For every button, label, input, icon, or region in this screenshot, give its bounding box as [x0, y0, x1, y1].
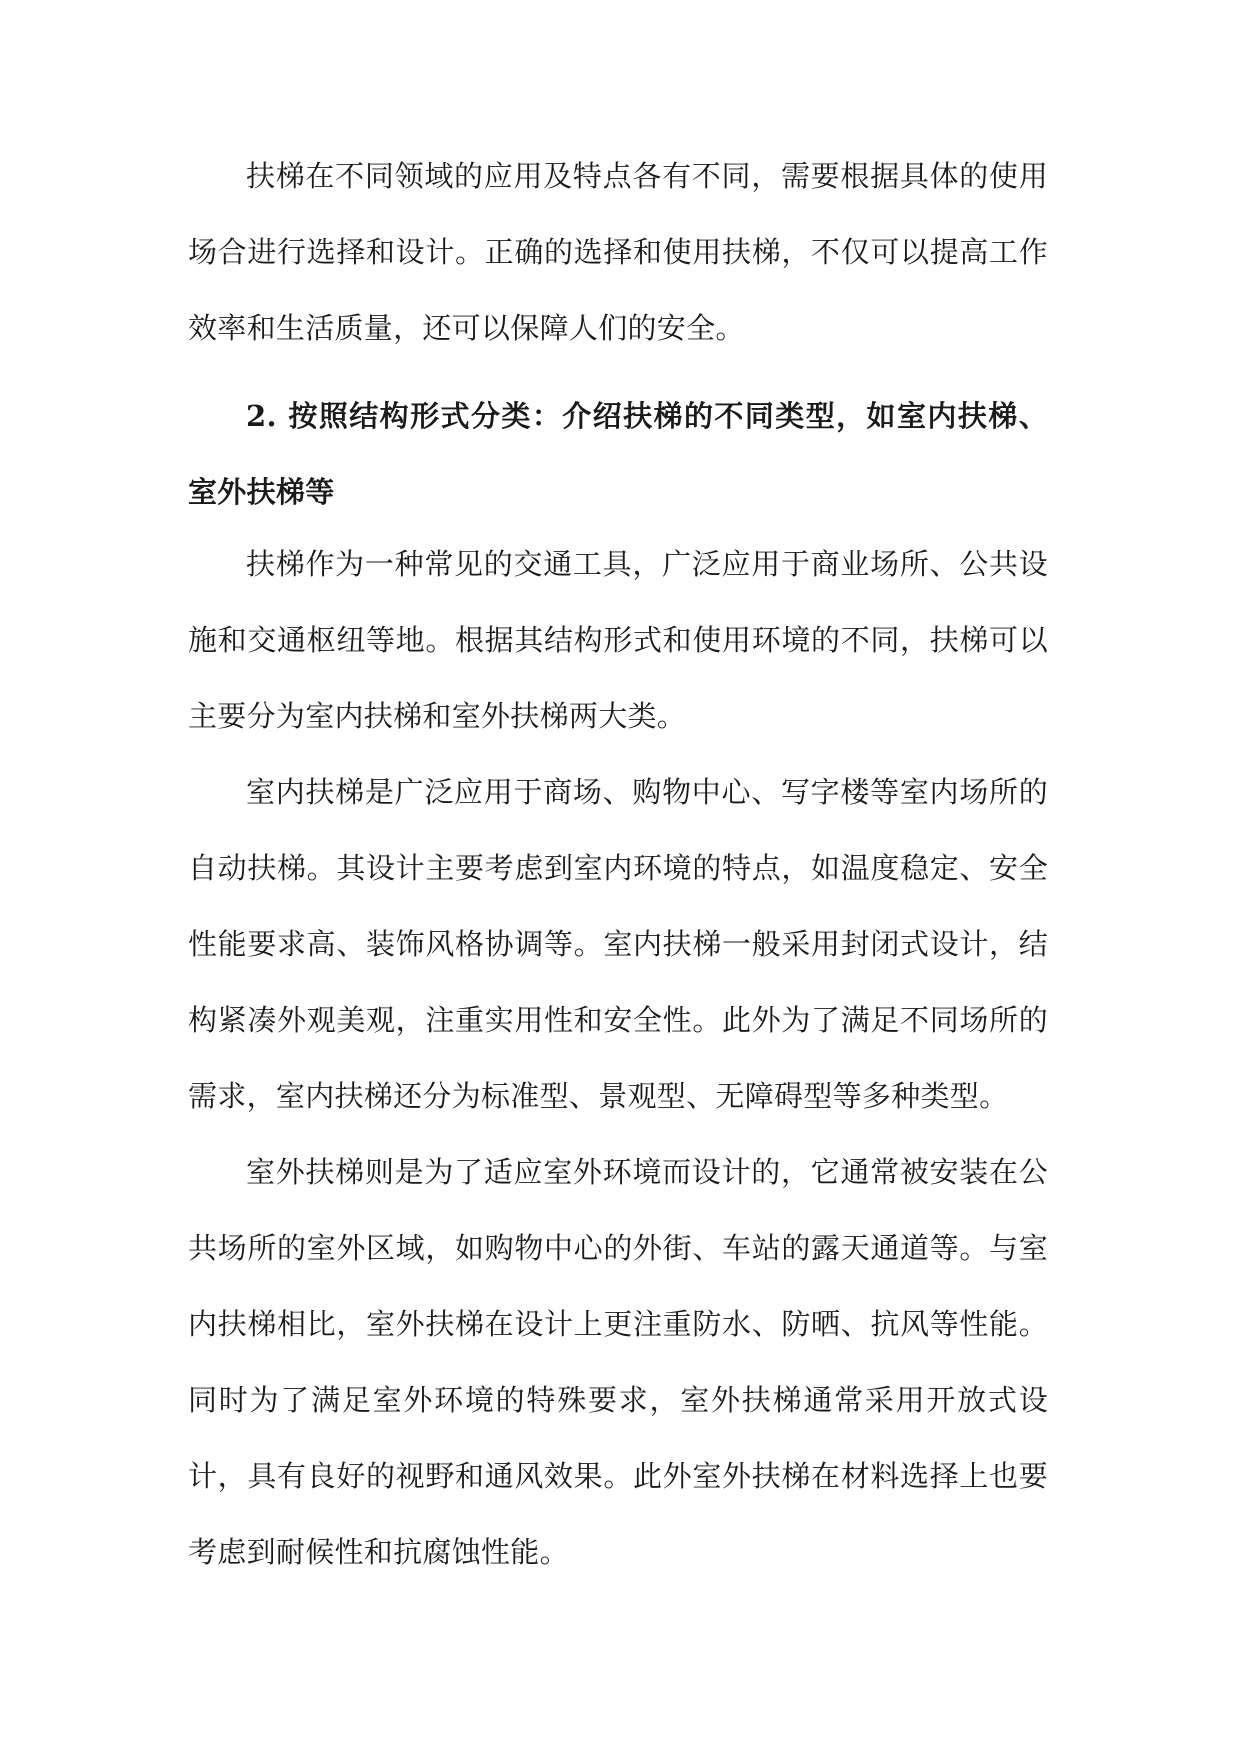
document-body [188, 138, 1048, 1590]
section-paragraph-outdoor: 室外扶梯则是为了适应室外环境而设计的，它通常被安装在公共场所的室外区域，如购物中心的外街、车站的露天通道等。与室内扶梯相比，室外扶梯在设计上更注重防水、防晒、抗风等性能。同时为了满足室外环境的特殊要求，室外扶梯通常采用开放式设计，具有良好的视野和通风效果。此外室外扶梯在材料选择上也要考虑到耐候性和抗腐蚀性能。 [188, 1155, 1048, 1569]
section-heading: 2. 按照结构形式分类：介绍扶梯的不同类型，如室内扶梯、室外扶梯等 [188, 399, 1048, 509]
intro-paragraph: 扶梯在不同领域的应用及特点各有不同，需要根据具体的使用场合进行选择和设计。正确的选择和使用扶梯，不仅可以提高工作效率和生活质量，还可以保障人们的安全。 [188, 159, 1048, 345]
section-paragraph-overview: 扶梯作为一种常见的交通工具，广泛应用于商业场所、公共设施和交通枢纽等地。根据其结构形式和使用环境的不同，扶梯可以主要分为室内扶梯和室外扶梯两大类。 [188, 547, 1048, 733]
section-paragraph-indoor: 室内扶梯是广泛应用于商场、购物中心、写字楼等室内场所的自动扶梯。其设计主要考虑到室内环境的特点，如温度稳定、安全性能要求高、装饰风格协调等。室内扶梯一般采用封闭式设计，结构紧凑外观美观，注重实用性和安全性。此外为了满足不同场所的需求，室内扶梯还分为标准型、景观型、无障碍型等多种类型。 [188, 775, 1048, 1113]
